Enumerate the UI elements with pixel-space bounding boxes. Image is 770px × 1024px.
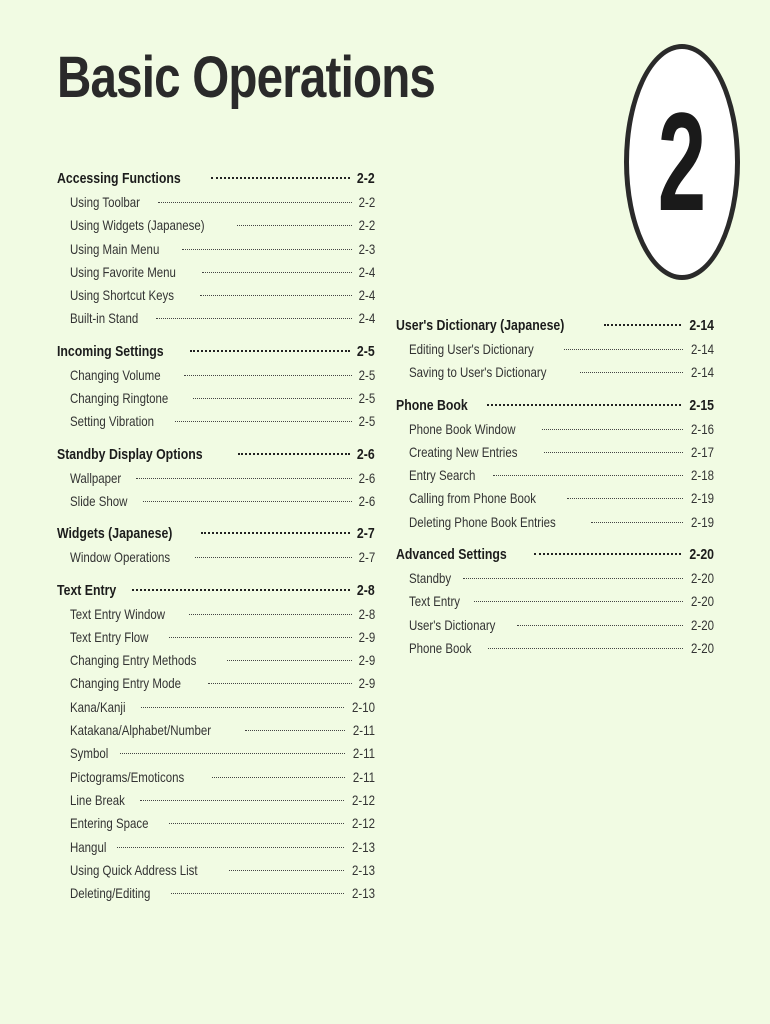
dot-leader [136,478,352,479]
toc-section [57,166,375,331]
dot-leader [229,870,344,871]
toc-entry-title: Pictograms/Emoticons [70,768,185,785]
dot-leader [132,589,350,591]
dot-leader [542,429,683,430]
dot-leader [534,553,681,555]
toc-entry-title: Entry Search [409,467,476,484]
toc-page-number: 2-3 [358,240,375,257]
toc-page-number: 2-6 [358,469,375,486]
toc-entry-title: Line Break [70,791,125,808]
dot-leader [140,800,344,801]
toc-page-number: 2-8 [358,605,375,622]
dot-leader [171,893,344,894]
toc-entry-title: Changing Volume [70,366,161,383]
dot-leader [564,349,683,350]
toc-entry-title: Deleting Phone Book Entries [409,513,556,530]
dot-leader [238,453,351,455]
toc-entry[interactable] [57,742,375,765]
toc-entry-title: Editing User's Dictionary [409,341,534,357]
toc-entry[interactable] [57,812,375,835]
toc-section-title: Advanced Settings [396,546,507,564]
toc-page-number: 2-11 [352,722,375,739]
toc-entry[interactable] [57,696,375,719]
toc-page-number: 2-9 [358,652,375,669]
toc-section [57,578,375,906]
toc-entry[interactable] [57,387,375,410]
toc-entry-title: Slide Show [70,492,128,509]
dot-leader [158,202,351,203]
toc-entry-title: Built-in Stand [70,310,139,327]
toc-section-title: Accessing Functions [57,170,181,187]
toc-section [57,521,375,569]
toc-section-heading[interactable] [396,313,714,338]
dot-leader [184,375,352,376]
toc-entry-title: Calling from Phone Book [409,490,536,507]
toc-entry[interactable] [57,490,375,513]
dot-leader [189,614,352,615]
toc-entry-title: Changing Entry Mode [70,675,182,692]
toc-entry-title: Saving to User's Dictionary [409,364,547,381]
toc-entry[interactable] [396,590,714,613]
toc-page-number: 2-13 [352,885,375,902]
toc-entry[interactable] [57,672,375,695]
toc-page-number: 2-20 [691,570,714,587]
dot-leader [493,475,683,476]
toc-page-number: 2-19 [691,513,714,530]
toc-entry-title: Deleting/Editing [70,885,151,902]
toc-entry[interactable] [57,766,375,789]
toc-section-heading[interactable] [57,578,375,603]
toc-page-number: 2-9 [358,628,375,645]
toc-entry[interactable] [57,626,375,649]
toc-page-number: 2-11 [352,745,375,762]
dot-leader [117,847,344,848]
toc-entry[interactable] [57,410,375,433]
toc-section-heading[interactable] [57,166,375,191]
dot-leader [143,501,352,502]
toc-column-left [57,166,375,913]
dot-leader [169,823,344,824]
dot-leader [208,683,351,684]
dot-leader [463,578,683,579]
toc-entry[interactable] [57,859,375,882]
toc-page-number: 2-15 [689,396,714,414]
toc-page-number: 2-13 [352,838,375,855]
toc-entry-title: Phone Book Window [409,420,516,437]
toc-entry-title: Phone Book [409,639,472,656]
toc-page-number: 2-17 [691,443,714,460]
toc-section-title: Text Entry [57,581,117,599]
toc-entry-title: Kana/Kanji [70,698,126,715]
toc-entry-title: Text Entry Flow [70,628,149,645]
toc-entry[interactable] [57,191,375,214]
toc-entry-title: Entering Space [70,815,149,832]
dot-leader [201,532,351,534]
toc-page-number: 2-4 [358,263,375,280]
toc-entry[interactable] [57,467,375,490]
toc-page-number: 2-5 [358,390,375,407]
toc-entry[interactable] [57,364,375,387]
toc-entry-title: Changing Ringtone [70,390,169,407]
toc-column-right [396,313,714,668]
chapter-badge [624,44,740,280]
toc-page-number: 2-18 [691,467,714,484]
toc-page-number: 2-19 [691,490,714,507]
toc-page-number: 2-2 [358,194,375,210]
toc-entry-title: Using Main Menu [70,240,160,257]
toc-entry-title: Window Operations [70,549,171,566]
dot-leader [245,730,345,731]
dot-leader [175,421,351,422]
chapter-number: 2 [657,83,707,240]
dot-leader [567,498,683,499]
toc-page-number: 2-13 [352,861,375,878]
toc-entry[interactable] [57,307,375,330]
toc-section-title: Standby Display Options [57,445,203,463]
toc-section-heading[interactable] [396,542,714,567]
dot-leader [202,272,352,273]
toc-entry-title: Creating New Entries [409,443,518,460]
toc-section-heading[interactable] [57,442,375,467]
toc-page-number: 2-4 [358,310,375,327]
toc-entry[interactable] [57,882,375,905]
toc-page-number: 2-14 [689,317,714,334]
toc-page-number: 2-5 [358,366,375,383]
dot-leader [141,707,344,708]
dot-leader [190,350,350,352]
toc-section-title: Phone Book [396,396,468,414]
dot-leader [193,398,352,399]
toc-entry-title: Changing Entry Methods [70,652,197,669]
toc-page-number: 2-12 [352,791,375,808]
toc-entry[interactable] [57,284,375,307]
page-title: Basic Operations [57,45,436,110]
dot-leader [200,295,352,296]
dot-leader [195,557,352,558]
toc-page-number: 2-7 [358,549,375,566]
toc-section [396,542,714,660]
dot-leader [487,404,681,406]
toc-entry-title: Symbol [70,745,109,762]
dot-leader [544,452,683,453]
dot-leader [604,324,681,326]
toc-section [57,339,375,434]
dot-leader [169,637,352,638]
toc-page-number: 2-14 [691,364,714,381]
toc-page-number: 2-20 [689,546,714,564]
dot-leader [211,177,350,179]
toc-entry[interactable] [396,637,714,660]
toc-entry-title: Using Quick Address List [70,861,198,878]
toc-entry[interactable] [396,441,714,464]
toc-page-number: 2-8 [357,581,375,599]
dot-leader [182,249,352,250]
toc-page-number: 2-16 [691,420,714,437]
toc-entry[interactable] [57,789,375,812]
toc-entry[interactable] [396,418,714,441]
toc-page-number: 2-11 [352,768,375,785]
dot-leader [212,777,345,778]
toc-page-number: 2-9 [358,675,375,692]
toc-entry-title: Katakana/Alphabet/Number [70,722,212,739]
toc-entry[interactable] [396,464,714,487]
toc-entry[interactable] [57,261,375,284]
toc-entry[interactable] [57,214,375,237]
toc-entry-title: Using Favorite Menu [70,263,176,280]
dot-leader [517,625,683,626]
toc-section-heading[interactable] [57,339,375,364]
toc-page-number: 2-20 [691,593,714,610]
toc-section-title: Widgets (Japanese) [57,525,173,543]
toc-section-title: Incoming Settings [57,342,164,360]
toc-entry-title: Text Entry Window [70,605,166,622]
toc-entry[interactable] [396,487,714,510]
toc-entry[interactable] [396,614,714,637]
toc-page-number: 2-4 [358,287,375,304]
toc-page-number: 2-14 [691,341,714,357]
dot-leader [156,318,351,319]
toc-section [57,442,375,514]
toc-entry-title: Using Toolbar [70,194,140,210]
toc-page-number: 2-5 [358,413,375,430]
toc-entry-title: Using Widgets (Japanese) [70,217,205,234]
toc-entry[interactable] [396,567,714,590]
toc-page-number: 2-12 [352,815,375,832]
toc-entry[interactable] [57,546,375,569]
toc-page-number: 2-5 [357,342,375,360]
toc-entry-title: Standby [409,570,452,587]
toc-entry[interactable] [57,603,375,626]
toc-entry-title: Using Shortcut Keys [70,287,175,304]
toc-page-number: 2-10 [352,698,375,715]
toc-entry-title: Setting Vibration [70,413,155,430]
toc-entry[interactable] [396,361,714,384]
toc-entry[interactable] [396,338,714,361]
toc-entry-title: Text Entry [409,593,461,610]
toc-page-number: 2-6 [357,445,375,463]
toc-section-heading[interactable] [396,393,714,418]
toc-page-number: 2-7 [357,525,375,543]
dot-leader [580,372,683,373]
dot-leader [591,522,683,523]
toc-section-title: User's Dictionary (Japanese) [396,317,565,334]
toc-section [396,313,714,385]
toc-section [396,393,714,534]
toc-page-number: 2-20 [691,616,714,633]
dot-leader [237,225,352,226]
dot-leader [474,601,683,602]
toc-entry[interactable] [57,719,375,742]
dot-leader [488,648,683,649]
toc-page-number: 2-2 [358,217,375,234]
toc-entry[interactable] [57,238,375,261]
toc-page-number: 2-2 [357,170,375,187]
toc-entry-title: User's Dictionary [409,616,496,633]
toc-page-number: 2-20 [691,639,714,656]
toc-entry[interactable] [57,649,375,672]
toc-entry[interactable] [396,511,714,534]
toc-section-heading[interactable] [57,521,375,546]
dot-leader [120,753,345,754]
toc-page-number: 2-6 [358,492,375,509]
toc-entry-title: Hangul [70,838,107,855]
toc-entry-title: Wallpaper [70,469,122,486]
dot-leader [227,660,352,661]
toc-entry[interactable] [57,836,375,859]
